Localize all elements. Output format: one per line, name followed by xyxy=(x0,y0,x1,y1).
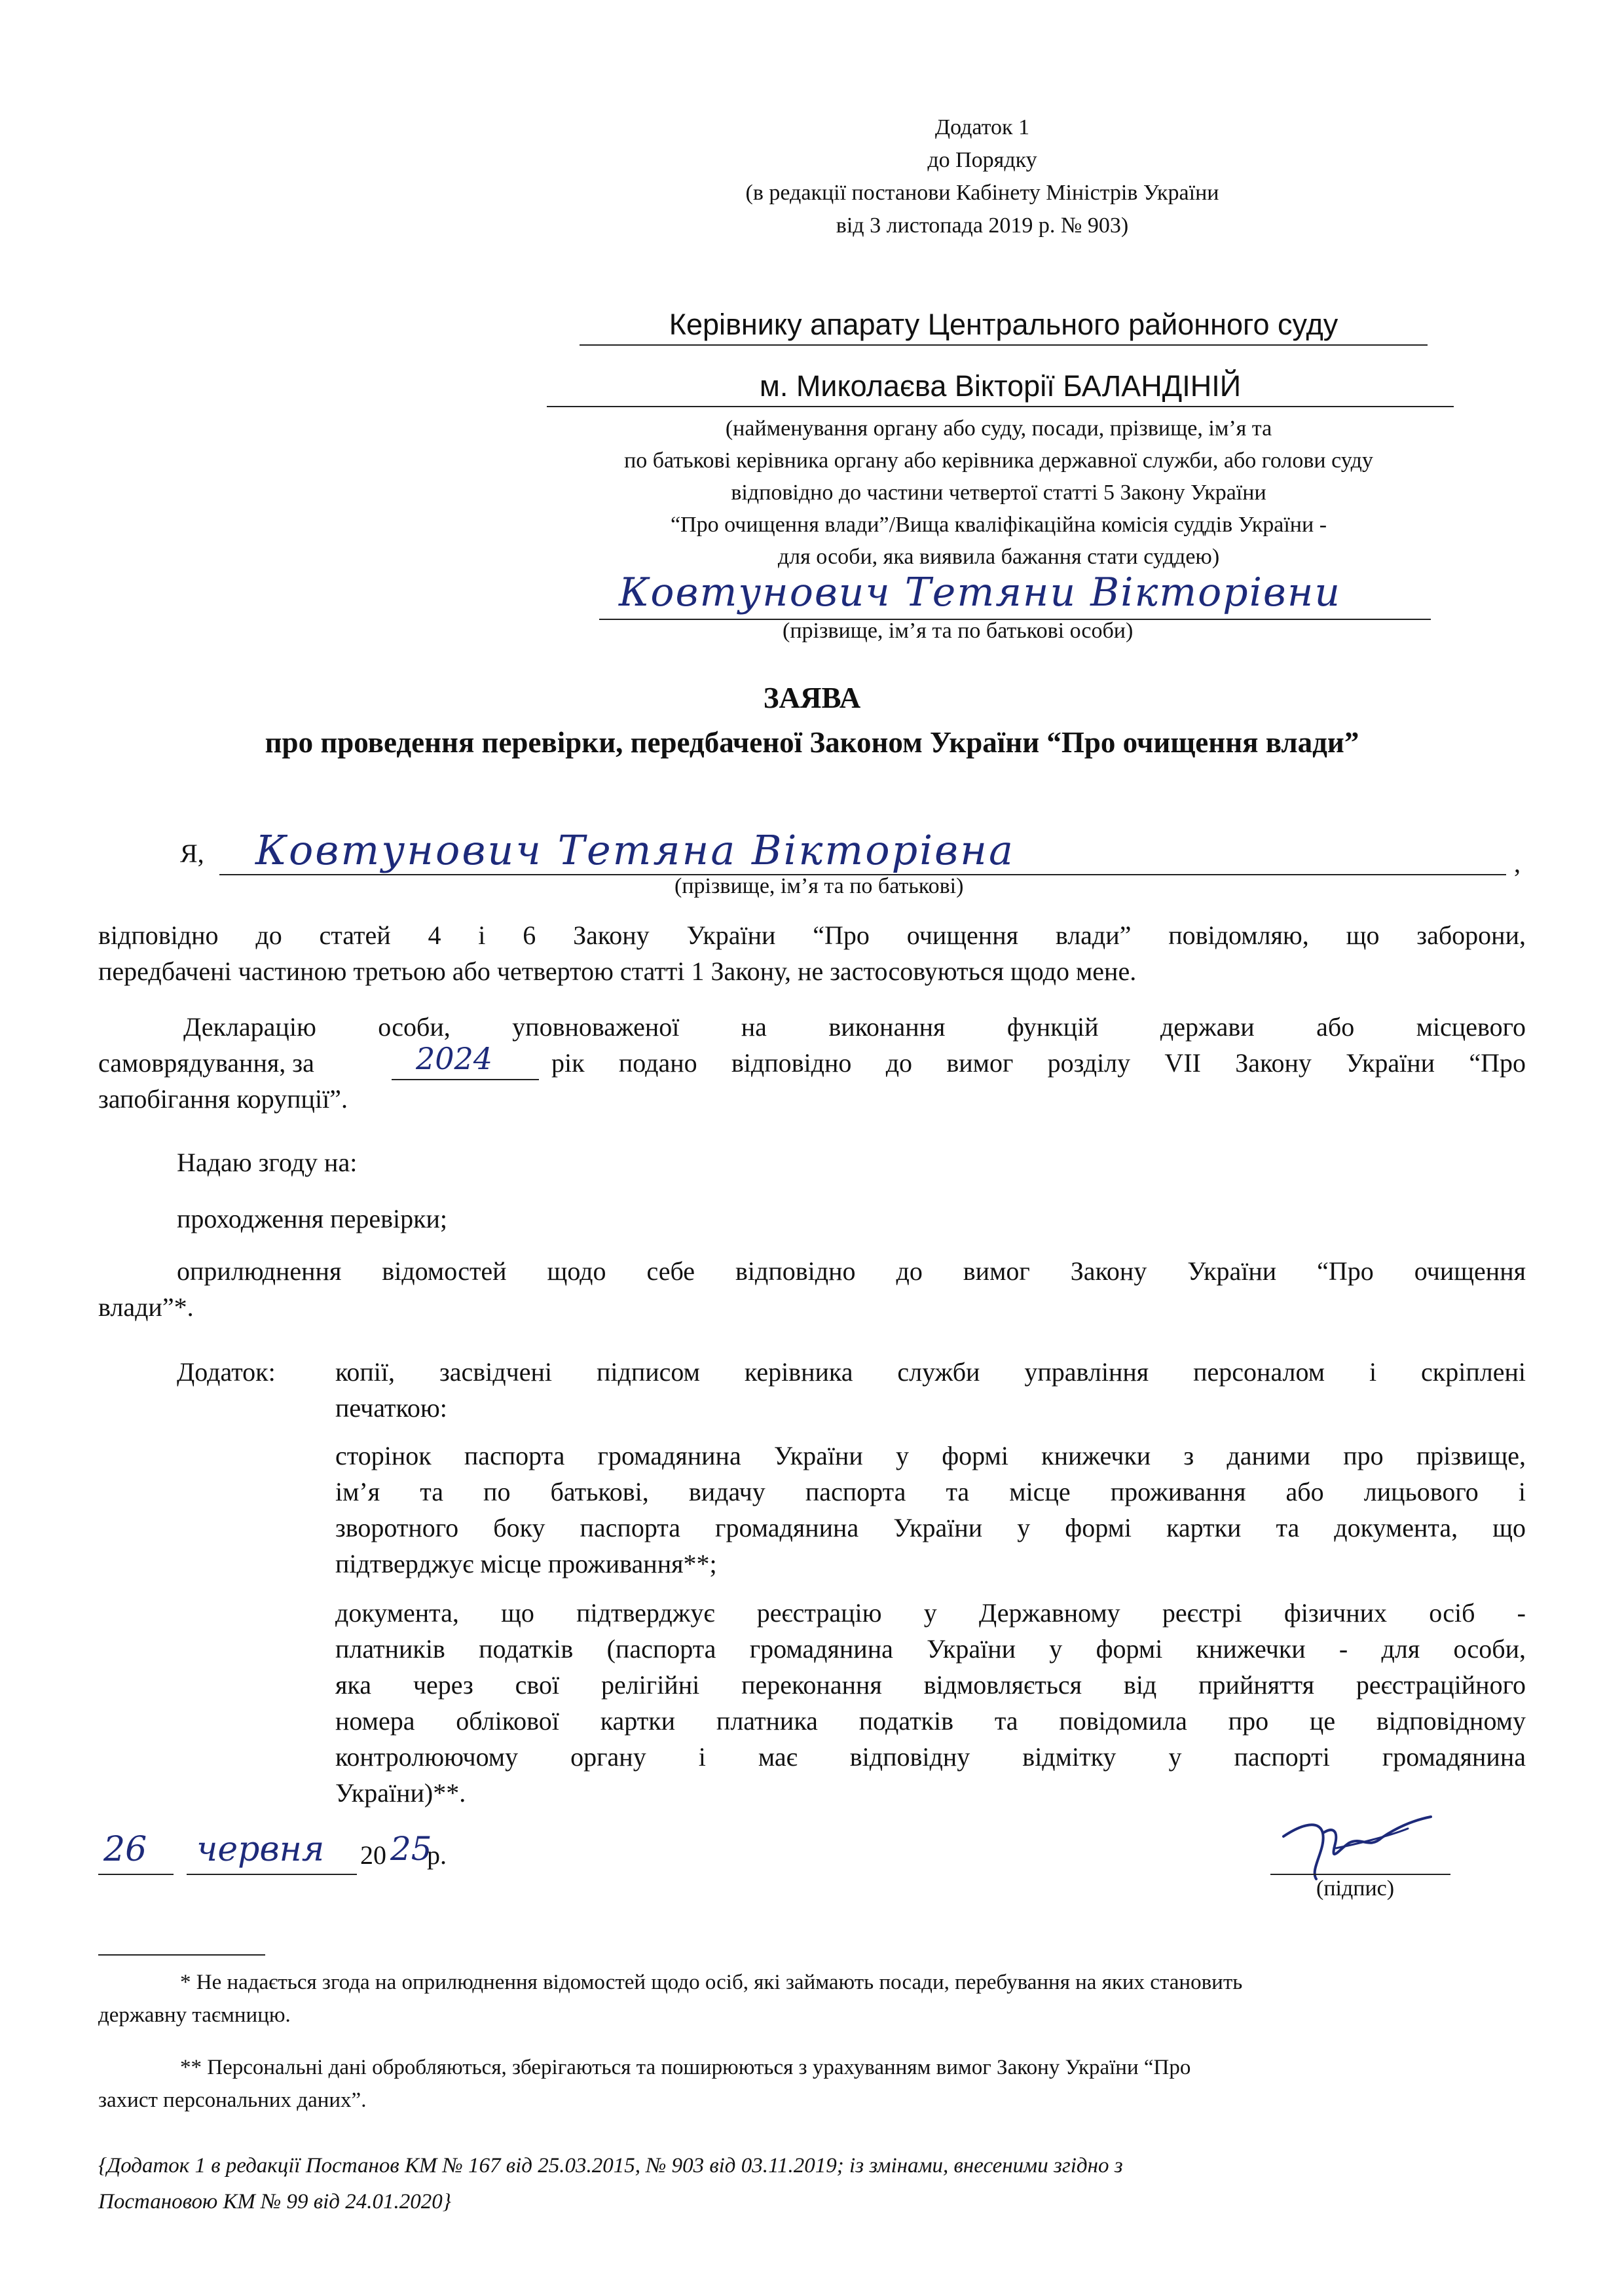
addressee-hint-line-4: “Про очищення влади”/Вища кваліфікаційна комісія суддів України - xyxy=(670,513,1327,537)
addressee-underline-1 xyxy=(580,344,1428,346)
date-day-handwritten: 26 xyxy=(103,1830,147,1869)
paragraph-1-line-2: передбачені частиною третьою або четвертою статті 1 Закону, не застосовуються щодо мене. xyxy=(98,957,1137,986)
date-year-prefix: 20 xyxy=(360,1840,386,1870)
footnote-2-line-1: ** Персональні дані обробляються, зберігаються та поширюються з урахуванням вимог Закону України “Про xyxy=(180,2056,1191,2079)
attachment-intro-line-2: печаткою: xyxy=(335,1393,447,1423)
date-day-underline xyxy=(98,1874,174,1875)
addressee-line-1: Керівнику апарату Центрального районного суду xyxy=(669,308,1338,341)
document-subtitle: про проведення перевірки, передбаченої Законом України “Про очищення влади” xyxy=(265,726,1359,759)
attachment-1-line-2: ім’я та по батькові, видачу паспорта та місце проживання або лицьового і xyxy=(335,1477,1526,1506)
paragraph-1-line-1: відповідно до статей 4 і 6 Закону України “Про очищення влади” повідомляю, що заборони, xyxy=(98,920,1526,950)
intro-prefix: Я, xyxy=(180,839,204,868)
attachment-1-line-1: сторінок паспорта громадянина України у формі книжечки з даними про прізвище, xyxy=(335,1441,1526,1470)
addressee-hint xyxy=(511,412,1486,573)
signature-underline xyxy=(1270,1874,1450,1875)
addendum-block xyxy=(655,111,1310,242)
consent-item-1: проходження перевірки; xyxy=(177,1204,448,1233)
applicant-name-comma: , xyxy=(1514,848,1521,878)
attachment-1-line-4: підтверджує місце проживання**; xyxy=(335,1549,717,1578)
addendum-title: Додаток 1 xyxy=(934,115,1030,139)
attachment-2-line-4: номера облікової картки платника податків та повідомила про це відповідному xyxy=(335,1706,1526,1736)
attachment-intro-line-1: копії, засвідчені підписом керівника служби управління персоналом і скріплені xyxy=(335,1357,1526,1387)
footnote-1-line-2: державну таємницю. xyxy=(98,2003,291,2027)
reference-line-1: {Додаток 1 в редакції Постанов КМ № 167 від 25.03.2015, № 903 від 03.11.2019; із змінами, внесеними згідно з xyxy=(98,2154,1123,2178)
signature-scribble xyxy=(1257,1797,1467,1889)
reference-line-2: Постановою КМ № 99 від 24.01.2020} xyxy=(98,2190,451,2214)
addressee-hint-line-3: відповідно до частини четвертої статті 5 Закону України xyxy=(731,481,1266,505)
date-year-handwritten: 25 xyxy=(390,1830,432,1868)
consent-item-2-line-1: оприлюднення відомостей щодо себе відповідно до вимог Закону України “Про очищення xyxy=(177,1256,1526,1286)
attachment-2-line-1: документа, що підтверджує реєстрацію у Державному реєстрі фізичних осіб - xyxy=(335,1598,1526,1628)
consent-item-2-line-2: влади”*. xyxy=(98,1292,194,1322)
document-title: ЗАЯВА xyxy=(763,682,861,714)
addendum-order: до Порядку xyxy=(927,148,1037,172)
attachment-2-line-2: платників податків (паспорта громадянина України у формі книжечки - для особи, xyxy=(335,1634,1526,1664)
attachment-2-line-3: яка через свої релігійні переконання відмовляється від прийняття реєстраційного xyxy=(335,1670,1526,1700)
attachment-1-line-3: зворотного боку паспорта громадянина України у формі картки та документа, що xyxy=(335,1513,1526,1542)
date-month-underline xyxy=(187,1874,357,1875)
paragraph-2-line-2a: самоврядування, за xyxy=(98,1048,314,1078)
addendum-date: від 3 листопада 2019 р. № 903) xyxy=(836,213,1129,238)
paragraph-2-line-1: Декларацію особи, уповноваженої на виконання функцій держави або місцевого xyxy=(183,1012,1526,1042)
footnote-separator xyxy=(98,1954,265,1956)
addressee-hint-line-5: для особи, яка виявила бажання стати суддею) xyxy=(777,545,1220,569)
paragraph-2-line-2b: рік подано відповідно до вимог розділу VII Закону України “Про xyxy=(551,1048,1526,1078)
addressee-hint-line-1: (найменування органу або суду, посади, прізвище, ім’я та xyxy=(725,416,1272,441)
attachment-2-line-6: України)**. xyxy=(335,1778,466,1808)
applicant-hint: (прізвище, ім’я та по батькові особи) xyxy=(783,619,1134,643)
date-month-handwritten: червня xyxy=(196,1830,325,1869)
footnote-2-line-2: захист персональних даних”. xyxy=(98,2088,367,2112)
attachment-2-line-5: контролюючому органу і має відповідну відмітку у паспорті громадянина xyxy=(335,1742,1526,1772)
signature-hint: (підпис) xyxy=(1316,1876,1395,1901)
addressee-line-2: м. Миколаєва Вікторії БАЛАНДІНІЙ xyxy=(759,369,1242,403)
consent-intro: Надаю згоду на: xyxy=(177,1148,358,1177)
addressee-underline-2 xyxy=(547,406,1454,407)
addendum-edition: (в редакції постанови Кабінету Міністрів України xyxy=(745,181,1219,205)
declaration-year-handwritten: 2024 xyxy=(416,1041,493,1076)
attachment-label: Додаток: xyxy=(177,1357,276,1387)
date-year-suffix: р. xyxy=(427,1840,447,1870)
footnote-1-line-1: * Не надається згода на оприлюднення відомостей щодо осіб, які займають посади, перебування на яких становить xyxy=(180,1971,1243,1994)
applicant-name-handwritten: Ковтунович Тетяна Вікторівна xyxy=(255,826,1015,874)
applicant-name-hint: (прізвище, ім’я та по батькові) xyxy=(674,874,964,898)
applicant-handwritten-genitive: Ковтунович Тетяни Вікторівни xyxy=(619,570,1341,615)
paragraph-2-line-3: запобігання корупції”. xyxy=(98,1084,348,1114)
declaration-year-underline xyxy=(392,1079,539,1080)
addressee-hint-line-2: по батькові керівника органу або керівника державної служби, або голови суду xyxy=(624,448,1373,473)
